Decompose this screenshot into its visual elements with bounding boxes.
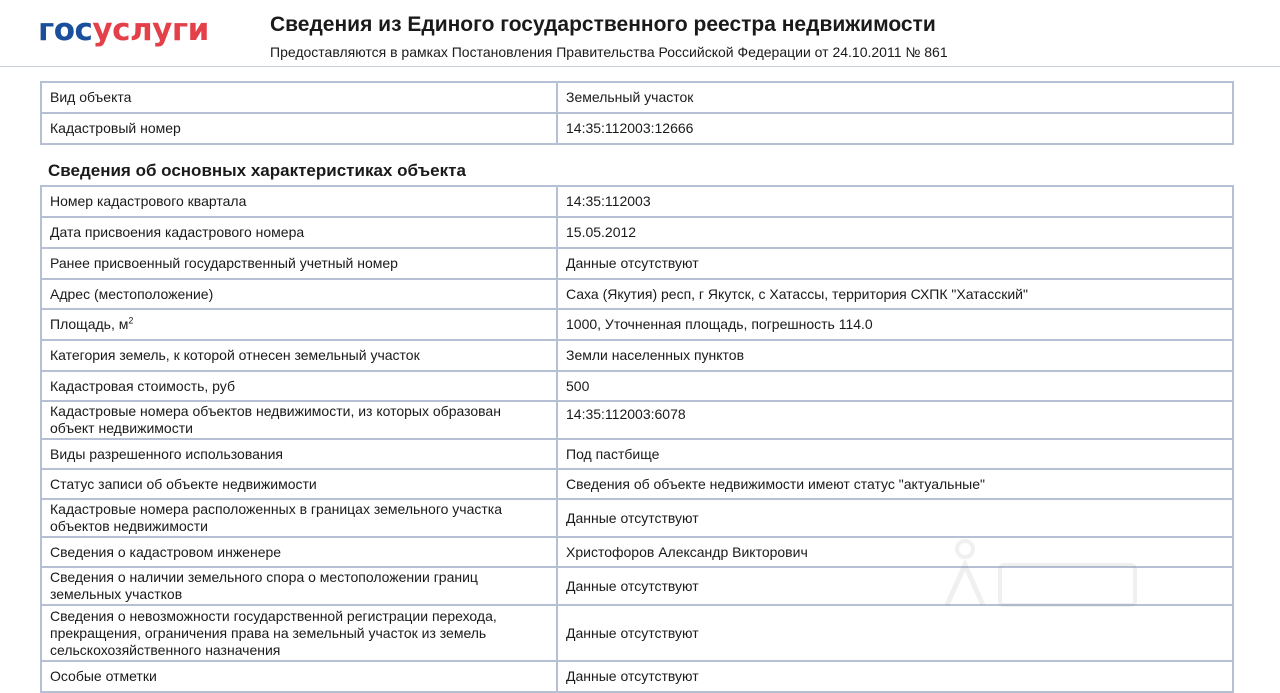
row-value: Данные отсутствуют xyxy=(557,499,1233,537)
row-value: Данные отсутствуют xyxy=(557,248,1233,279)
row-label: Особые отметки xyxy=(41,661,557,692)
gosuslugi-logo[interactable] xyxy=(38,12,209,48)
row-value: 14:35:112003:6078 xyxy=(557,401,1233,439)
row-label: Вид объекта xyxy=(41,82,557,113)
row-value: 14:35:112003 xyxy=(557,186,1233,217)
row-label: Кадастровая стоимость, руб xyxy=(41,371,557,401)
table-row xyxy=(41,82,1233,113)
table-row xyxy=(41,217,1233,248)
row-label: Ранее присвоенный государственный учетный номер xyxy=(41,248,557,279)
table-row xyxy=(41,605,1233,661)
table-row xyxy=(41,186,1233,217)
table-row xyxy=(41,401,1233,439)
row-label: Категория земель, к которой отнесен земельный участок xyxy=(41,340,557,371)
row-value: Саха (Якутия) респ, г Якутск, с Хатассы, территория СХПК "Хатасский" xyxy=(557,279,1233,309)
row-label: Сведения о невозможности государственной регистрации перехода, прекращения, ограничения права на земельный участок из земель сельскохозяйственного назначения xyxy=(41,605,557,661)
logo-text-gos: гос xyxy=(38,12,93,48)
row-label: Сведения о кадастровом инженере xyxy=(41,537,557,567)
table-row xyxy=(41,371,1233,401)
row-label: Статус записи об объекте недвижимости xyxy=(41,469,557,499)
section-title: Сведения об основных характеристиках объекта xyxy=(48,161,466,180)
logo-text-uslugi: услуги xyxy=(92,12,209,48)
row-label: Кадастровые номера расположенных в границах земельного участка объектов недвижимости xyxy=(41,499,557,537)
row-value: Сведения об объекте недвижимости имеют статус "актуальные" xyxy=(557,469,1233,499)
table-row xyxy=(41,340,1233,371)
table-row xyxy=(41,113,1233,144)
row-value: 14:35:112003:12666 xyxy=(557,113,1233,144)
document-subtitle: Предоставляются в рамках Постановления Правительства Российской Федерации от 24.10.2011 № 861 xyxy=(270,44,948,60)
row-value: Земельный участок xyxy=(557,82,1233,113)
row-label xyxy=(41,309,557,340)
object-identification-table xyxy=(40,81,1234,145)
row-label: Сведения о наличии земельного спора о местоположении границ земельных участков xyxy=(41,567,557,605)
row-label: Дата присвоения кадастрового номера xyxy=(41,217,557,248)
characteristics-table xyxy=(40,185,1234,693)
table-row xyxy=(41,469,1233,499)
row-label: Кадастровый номер xyxy=(41,113,557,144)
table-row xyxy=(41,499,1233,537)
row-label: Кадастровые номера объектов недвижимости, из которых образован объект недвижимости xyxy=(41,401,557,439)
row-label: Адрес (местоположение) xyxy=(41,279,557,309)
table-row xyxy=(41,661,1233,692)
row-value: 15.05.2012 xyxy=(557,217,1233,248)
row-value: Христофоров Александр Викторович xyxy=(557,537,1233,567)
row-label: Виды разрешенного использования xyxy=(41,439,557,469)
table-row xyxy=(41,439,1233,469)
row-value: 1000, Уточненная площадь, погрешность 114.0 xyxy=(557,309,1233,340)
row-label: Номер кадастрового квартала xyxy=(41,186,557,217)
square-superscript: 2 xyxy=(128,315,134,326)
table-row xyxy=(41,248,1233,279)
row-value: Земли населенных пунктов xyxy=(557,340,1233,371)
row-value: Данные отсутствуют xyxy=(557,661,1233,692)
table-row xyxy=(41,567,1233,605)
area-label-text: Площадь, м xyxy=(50,316,129,332)
page-header xyxy=(0,0,1280,67)
row-value: 500 xyxy=(557,371,1233,401)
row-value: Под пастбище xyxy=(557,439,1233,469)
document-title: Сведения из Единого государственного реестра недвижимости xyxy=(270,13,936,36)
row-value: Данные отсутствуют xyxy=(557,567,1233,605)
row-value: Данные отсутствуют xyxy=(557,605,1233,661)
table-row xyxy=(41,279,1233,309)
table-row xyxy=(41,309,1233,340)
table-row xyxy=(41,537,1233,567)
